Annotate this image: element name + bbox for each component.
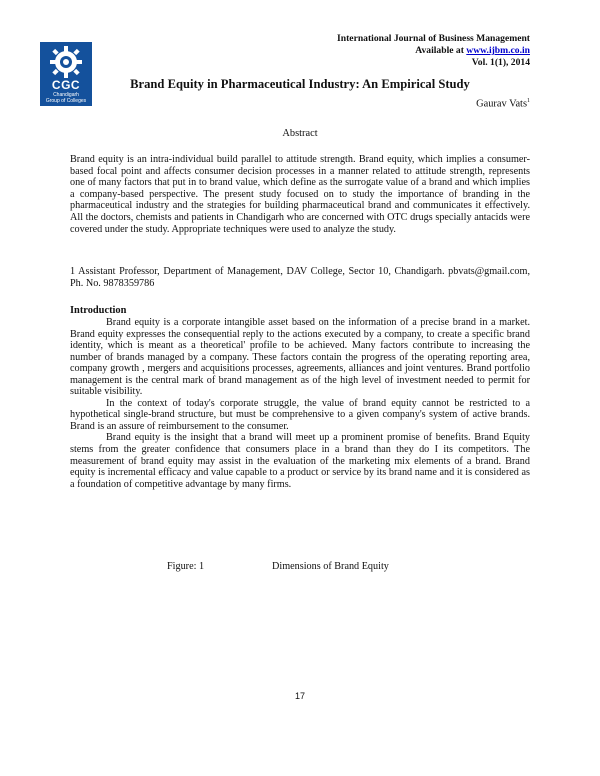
logo-abbreviation: CGC	[51, 78, 81, 92]
introduction-paragraph: In the context of today's corporate struggle, the value of brand equity cannot be restricted to a hypothetical single-brand structure, but must be comprehensive to a given company's system of active brands. Brand is an assure of reimbursement to the consumer.	[70, 397, 530, 432]
journal-header	[337, 33, 530, 69]
figure-title: Dimensions of Brand Equity	[272, 561, 389, 572]
introduction-paragraph: Brand equity is a corporate intangible asset based on the information of a precise brand in a market. Brand equity expresses the consequential reply to the actions executed by a company, to create a specific brand identity, which is meant as a theoretical' profile to be achieved. Many factors contribute to increasing the number of brands managed by a company. These factors contain the progress of the operating reporting area, company growth , mergers and acquisitions processes, agreements, alliances and joint ventures. Brand portfolio management is the central mark of brand management as of the high level of investment needed to permit for suitable visibility.	[70, 317, 530, 398]
logo-subtitle-line2: Group of Colleges	[45, 98, 87, 104]
author-affiliation: 1 Assistant Professor, Department of Management, DAV College, Sector 10, Chandigarh. pbvats@gmail.com, Ph. No. 9878359786	[70, 266, 530, 289]
available-prefix: Available at	[415, 45, 467, 56]
availability-line	[337, 45, 530, 57]
logo-subtitle-line1: Chandigarh	[53, 92, 79, 98]
logo-subtitle	[40, 92, 92, 104]
author-line	[476, 98, 530, 109]
introduction-heading: Introduction	[70, 305, 127, 316]
abstract-text: Brand equity is an intra-individual build parallel to attitude strength. Brand equity, which implies a consumer-based focal point and affects consumer decision processes in a manner related to attitude strength, represents one of many factors that put in to brand value, which define as the surrogate value of a brand and which implies a company-based perspective. The present study focused on to study the importance of branding in the pharmaceutical industry and the strategies for building pharmaceutical brand and communicates it effectively. All the doctors, chemists and patients in Chandigarh who are concerned with OTC drugs specially antacids were covered under the study. Appropriate techniques were used to analyze the study.	[70, 154, 530, 235]
author-name: Gaurav Vats	[476, 98, 527, 110]
college-logo	[40, 42, 92, 106]
abstract-heading: Abstract	[282, 128, 318, 139]
figure-label: Figure: 1	[167, 561, 205, 572]
journal-volume: Vol. 1(1), 2014	[471, 57, 530, 68]
page-number: 17	[294, 691, 305, 701]
introduction-body	[70, 317, 530, 490]
introduction-paragraph: Brand equity is the insight that a brand will meet up a prominent promise of benefits. Brand Equity stems from the greater confidence that consumers place in a brand than they do I its competitors. The measurement of brand equity may assist in the evaluation of the marketing mix elements of a brand. Brand equity is incremental efficacy and value capable to a product or service by its brand name and it is considered as a foundation of competitive advantage by many firms.	[70, 432, 530, 490]
author-footnote-marker: 1	[527, 98, 530, 104]
journal-url-link[interactable]: www.ijbm.co.in	[466, 45, 530, 56]
paper-title: Brand Equity in Pharmaceutical Industry: An Empirical Study	[130, 77, 470, 91]
journal-name: International Journal of Business Management	[337, 33, 530, 44]
